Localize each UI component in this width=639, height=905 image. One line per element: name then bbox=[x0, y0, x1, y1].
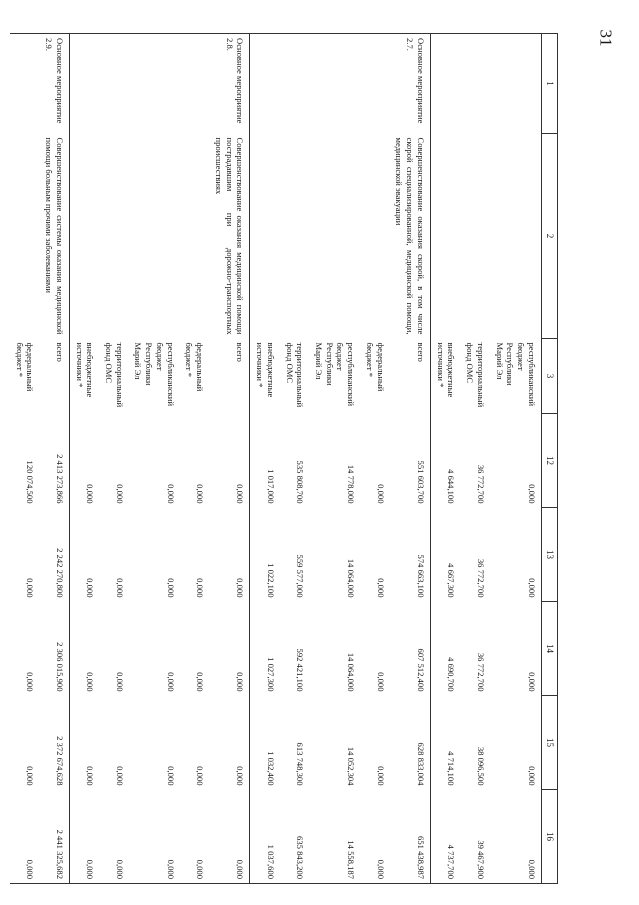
amount-cell: 14 064,000 bbox=[346, 558, 357, 598]
amount-cell: 0,000 bbox=[375, 484, 386, 504]
amount-cell: 0,000 bbox=[526, 578, 537, 598]
funding-source: внебюджетные источники * bbox=[250, 339, 280, 414]
amount-cell: 0,000 bbox=[69, 414, 99, 508]
header-cell: 15 bbox=[541, 696, 557, 790]
measure-description: Совершенствование системы оказания медицинской помощи больным прочими заболеваниями bbox=[44, 137, 65, 335]
measure-description bbox=[180, 134, 209, 339]
funding-source: внебюджетные источники * bbox=[69, 339, 99, 414]
amount-cell: 36 772,700 bbox=[475, 558, 486, 598]
amount-cell: 0,000 bbox=[114, 578, 125, 598]
amount-cell: 0,000 bbox=[99, 790, 128, 884]
amount-cell: 0,000 bbox=[375, 766, 386, 786]
amount-cell: 0,000 bbox=[25, 578, 36, 598]
table-row bbox=[490, 34, 541, 884]
amount-cell: 0,000 bbox=[375, 578, 386, 598]
measure-description: Совершенствование оказания медицинской помощи пострадавшим при дорожно-транспортных происшествиях bbox=[213, 137, 246, 335]
amount-cell: 535 808,700 bbox=[295, 460, 306, 504]
amount-cell: 1 022,100 bbox=[250, 508, 280, 602]
amount-cell: 2 372 674,628 bbox=[54, 736, 65, 786]
funding-source: всего bbox=[235, 342, 246, 362]
amount-cell: 38 096,500 bbox=[475, 746, 486, 786]
amount-cell: 0,000 bbox=[360, 790, 389, 884]
page-number: 31 bbox=[596, 29, 616, 47]
measure-number: Основное мероприятие 2.7. bbox=[390, 34, 431, 134]
amount-cell: 36 772,700 bbox=[475, 464, 486, 504]
measure-description bbox=[129, 134, 180, 339]
funding-source: территориальный фонд ОМС bbox=[103, 342, 125, 408]
measure-description bbox=[10, 134, 39, 339]
amount-cell: 0,000 bbox=[235, 484, 246, 504]
header-cell: 13 bbox=[541, 508, 557, 602]
table-row bbox=[280, 34, 309, 884]
table-row bbox=[10, 34, 39, 884]
measure-description bbox=[250, 134, 280, 339]
amount-cell: 0,000 bbox=[490, 790, 541, 884]
amount-cell: 0,000 bbox=[165, 578, 176, 598]
amount-cell: 14 778,000 bbox=[346, 464, 357, 504]
measure-description bbox=[360, 134, 389, 339]
table-body bbox=[10, 34, 541, 884]
amount-cell: 14 558,187 bbox=[309, 790, 360, 884]
amount-cell: 0,000 bbox=[69, 508, 99, 602]
table-row bbox=[460, 34, 489, 884]
amount-cell: 0,000 bbox=[69, 696, 99, 790]
amount-cell: 559 577,000 bbox=[295, 554, 306, 598]
amount-cell: 4 644,100 bbox=[430, 414, 460, 508]
table-row bbox=[390, 34, 431, 884]
amount-cell: 0,000 bbox=[69, 602, 99, 696]
measure-description bbox=[69, 134, 99, 339]
amount-cell: 0,000 bbox=[195, 578, 206, 598]
measure-number bbox=[180, 34, 209, 134]
header-cell: 12 bbox=[541, 414, 557, 508]
amount-cell: 0,000 bbox=[195, 484, 206, 504]
amount-cell: 14 064,000 bbox=[346, 652, 357, 692]
measure-number bbox=[129, 34, 180, 134]
rotated-table-area bbox=[0, 33, 558, 883]
amount-cell: 0,000 bbox=[209, 790, 250, 884]
funding-source: территориальный фонд ОМС bbox=[284, 342, 306, 408]
amount-cell: 4 667,300 bbox=[430, 508, 460, 602]
funding-source: республиканский бюджет Республики Марий Эл bbox=[314, 342, 357, 407]
amount-cell: 14 052,304 bbox=[346, 746, 357, 786]
amount-cell: 0,000 bbox=[526, 766, 537, 786]
funding-source: всего bbox=[54, 342, 65, 362]
measure-description: Совершенствование оказания скорой, в том числе скорой специализированной, медицинской помощи, медицинской эвакуации bbox=[394, 137, 426, 335]
amount-cell: 0,000 bbox=[25, 766, 36, 786]
measure-number bbox=[360, 34, 389, 134]
measure-number bbox=[309, 34, 360, 134]
header-cell: 1 bbox=[541, 34, 557, 134]
amount-cell: 0,000 bbox=[195, 672, 206, 692]
funding-source: внебюджетные источники * bbox=[430, 339, 460, 414]
amount-cell: 120 074,500 bbox=[25, 460, 36, 504]
header-cell: 16 bbox=[541, 790, 557, 884]
measure-number: Основное мероприятие 2.9. bbox=[39, 34, 69, 134]
table-row bbox=[360, 34, 389, 884]
amount-cell: 1 027,300 bbox=[250, 602, 280, 696]
funding-source: республиканский бюджет Республики Марий Эл bbox=[133, 342, 176, 407]
measure-number bbox=[280, 34, 309, 134]
measure-description bbox=[460, 134, 489, 339]
table-header bbox=[541, 34, 557, 884]
header-row bbox=[541, 34, 557, 884]
funding-source: республиканский бюджет Республики Марий Эл bbox=[494, 342, 537, 407]
measure-description bbox=[280, 134, 309, 339]
amount-cell: 1 017,000 bbox=[250, 414, 280, 508]
amount-cell: 628 833,004 bbox=[415, 742, 426, 786]
funding-source: территориальный фонд ОМС bbox=[465, 342, 486, 408]
amount-cell: 0,000 bbox=[114, 766, 125, 786]
amount-cell: 0,000 bbox=[195, 766, 206, 786]
table-row bbox=[69, 34, 99, 884]
table-row bbox=[180, 34, 209, 884]
amount-cell: 0,000 bbox=[165, 672, 176, 692]
amount-cell: 1 037,600 bbox=[250, 790, 280, 884]
amount-cell: 0,000 bbox=[114, 672, 125, 692]
header-cell: 14 bbox=[541, 602, 557, 696]
amount-cell: 635 843,200 bbox=[280, 790, 309, 884]
amount-cell: 0,000 bbox=[69, 790, 99, 884]
amount-cell: 0,000 bbox=[10, 790, 39, 884]
amount-cell: 0,000 bbox=[235, 766, 246, 786]
measure-description bbox=[490, 134, 541, 339]
measure-number bbox=[250, 34, 280, 134]
amount-cell: 4 690,700 bbox=[430, 602, 460, 696]
table-row bbox=[309, 34, 360, 884]
amount-cell: 607 512,400 bbox=[415, 648, 426, 692]
amount-cell: 2 413 273,866 bbox=[54, 454, 65, 504]
amount-cell: 0,000 bbox=[165, 484, 176, 504]
amount-cell: 39 467,900 bbox=[460, 790, 489, 884]
table-row bbox=[99, 34, 128, 884]
table-row bbox=[430, 34, 460, 884]
amount-cell: 651 438,987 bbox=[390, 790, 431, 884]
header-cell: 2 bbox=[541, 134, 557, 339]
measure-number bbox=[99, 34, 128, 134]
amount-cell: 0,000 bbox=[235, 578, 246, 598]
table-row bbox=[250, 34, 280, 884]
amount-cell: 0,000 bbox=[129, 790, 180, 884]
funding-source: всего bbox=[415, 342, 426, 362]
amount-cell: 2 441 325,682 bbox=[39, 790, 69, 884]
measure-number bbox=[490, 34, 541, 134]
amount-cell: 613 748,300 bbox=[295, 742, 306, 786]
amount-cell: 2 242 270,800 bbox=[54, 548, 65, 598]
amount-cell: 551 603,700 bbox=[415, 460, 426, 504]
amount-cell: 0,000 bbox=[235, 672, 246, 692]
amount-cell: 36 772,700 bbox=[475, 652, 486, 692]
amount-cell: 0,000 bbox=[25, 672, 36, 692]
funding-source: федеральный бюджет * bbox=[14, 342, 36, 392]
amount-cell: 0,000 bbox=[165, 766, 176, 786]
measure-description bbox=[430, 134, 460, 339]
measure-number bbox=[430, 34, 460, 134]
amount-cell: 0,000 bbox=[526, 484, 537, 504]
amount-cell: 0,000 bbox=[180, 790, 209, 884]
measure-number bbox=[460, 34, 489, 134]
amount-cell: 4 714,100 bbox=[430, 696, 460, 790]
header-cell: 3 bbox=[541, 339, 557, 414]
measure-description bbox=[309, 134, 360, 339]
amount-cell: 2 306 015,900 bbox=[54, 642, 65, 692]
table-row bbox=[209, 34, 250, 884]
amount-cell: 0,000 bbox=[526, 672, 537, 692]
measure-number bbox=[10, 34, 39, 134]
table-row bbox=[39, 34, 69, 884]
funding-source: федеральный бюджет * bbox=[364, 342, 386, 392]
amount-cell: 574 663,100 bbox=[415, 554, 426, 598]
measure-number: Основное мероприятие 2.8. bbox=[209, 34, 250, 134]
amount-cell: 0,000 bbox=[114, 484, 125, 504]
budget-table bbox=[10, 33, 558, 884]
table-row bbox=[129, 34, 180, 884]
amount-cell: 0,000 bbox=[375, 672, 386, 692]
funding-source: федеральный бюджет * bbox=[184, 342, 206, 392]
amount-cell: 1 032,400 bbox=[250, 696, 280, 790]
measure-number bbox=[69, 34, 99, 134]
measure-description bbox=[99, 134, 128, 339]
amount-cell: 4 737,700 bbox=[430, 790, 460, 884]
amount-cell: 592 421,100 bbox=[295, 648, 306, 692]
